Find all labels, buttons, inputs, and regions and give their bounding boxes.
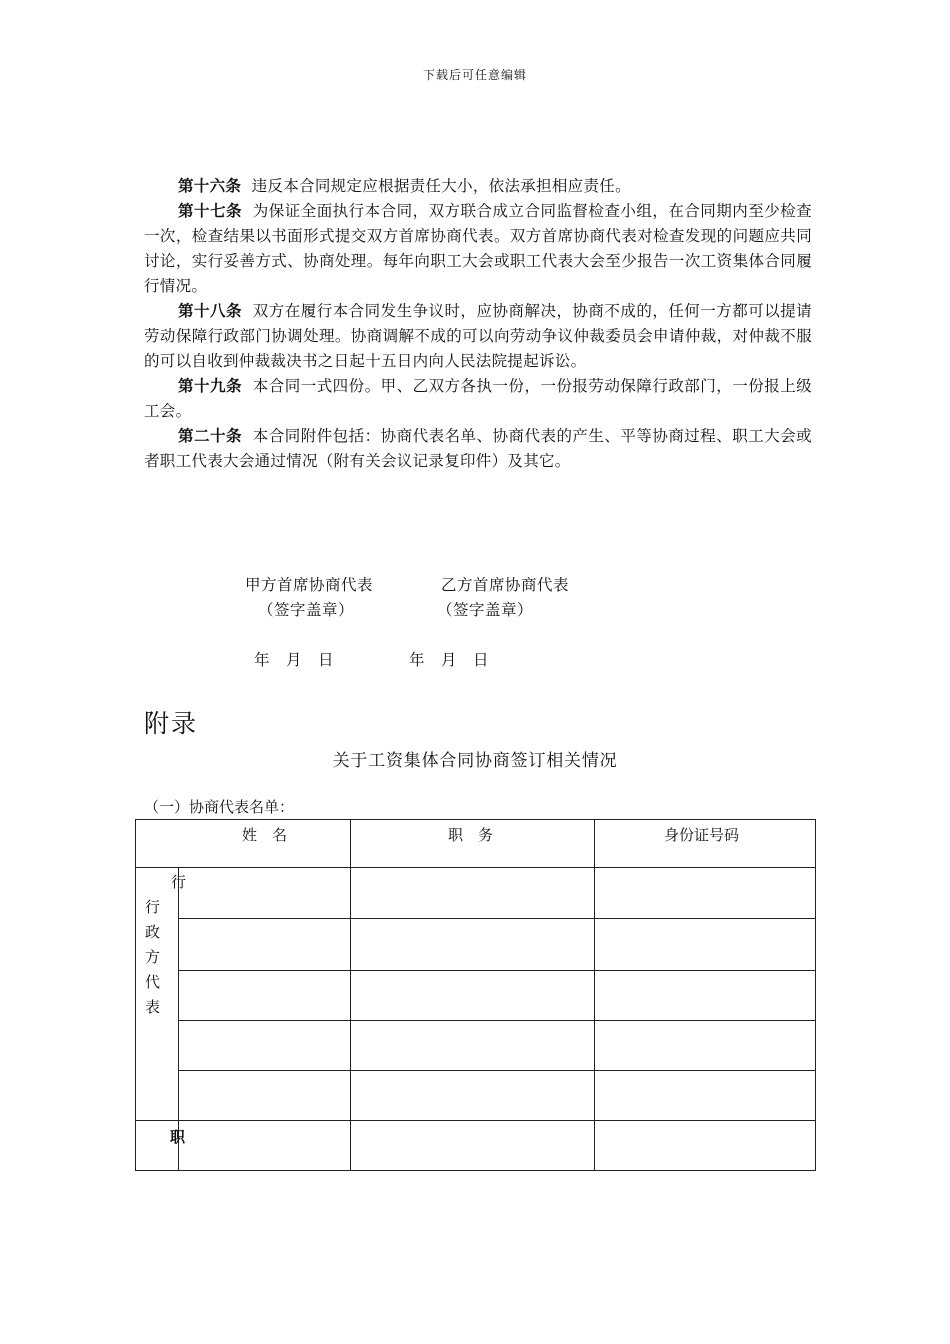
admin-group-label-char: 政 [145,923,161,941]
article-body: 本合同一式四份。甲、乙双方各执一份，一份报劳动保障行政部门，一份报上级工会。 [144,377,812,420]
table-border-bottom [135,1170,816,1171]
article-title: 第二十条 [178,426,242,445]
header-name: 姓 名 [242,826,288,844]
table-row-divider [178,1070,816,1071]
article-body: 本合同附件包括：协商代表名单、协商代表的产生、平等协商过程、职工大会或者职工代表大会通过情况（附有关会议记录复印件）及其它。 [144,427,812,470]
article-16 [144,173,812,199]
party-b-seal: （签字盖章） [437,601,534,619]
article-title: 第十七条 [178,201,242,220]
admin-group-label-char: 表 [145,998,161,1016]
party-a-date: 年 月 日 [254,651,335,669]
table-col-divider [350,819,351,1171]
admin-group-label-top: 行 [171,873,187,891]
header-position: 职 务 [448,826,494,844]
article-18 [144,298,812,374]
appendix-title: 附录 [144,709,199,738]
header-id-number: 身份证号码 [664,826,740,844]
table-row-divider [135,867,816,868]
worker-group-label: 职 [170,1128,186,1146]
table-border-right [815,819,816,1171]
article-title: 第十九条 [178,376,242,395]
article-body: 违反本合同规定应根据责任大小，依法承担相应责任。 [251,177,631,195]
table-border-top [135,819,816,820]
table-row-divider [178,1020,816,1021]
article-title: 第十六条 [178,176,242,195]
admin-group-label-char: 代 [145,973,161,991]
party-b-date: 年 月 日 [409,651,490,669]
article-17 [144,198,812,299]
article-body: 为保证全面执行本合同，双方联合成立合同监督检查小组，在合同期内至少检查一次，检查结果以书面形式提交双方首席协商代表。双方首席协商代表对检查发现的问题应共同讨论，实行妥善方式、协商处理。每年向职工大会或职工代表大会至少报告一次工资集体合同履行情况。 [144,202,812,295]
table-row-divider [178,918,816,919]
table-row-divider [178,970,816,971]
article-19 [144,373,812,424]
appendix-subtitle: 关于工资集体合同协商签订相关情况 [332,751,618,771]
party-a-seal: （签字盖章） [258,601,355,619]
article-body: 双方在履行本合同发生争议时，应协商解决，协商不成的，任何一方都可以提请劳动保障行政部门协调处理。协商调解不成的可以向劳动争议仲裁委员会申请仲裁，对仲裁不服的可以自收到仲裁裁决书之日起十五日内向人民法院提起诉讼。 [144,302,812,370]
page-header: 下载后可任意编辑 [422,68,527,82]
admin-group-label-char: 方 [145,948,161,966]
admin-group-label-char: 行 [145,898,161,916]
party-b-representative: 乙方首席协商代表 [441,576,570,594]
article-20 [144,423,812,474]
party-a-representative: 甲方首席协商代表 [245,576,374,594]
table-border-left [135,819,136,1171]
table-row-divider [135,1120,816,1121]
table-col-divider [594,819,595,1171]
article-title: 第十八条 [178,301,242,320]
representative-table [135,819,816,1171]
representative-list-label: （一）协商代表名单： [144,798,295,816]
